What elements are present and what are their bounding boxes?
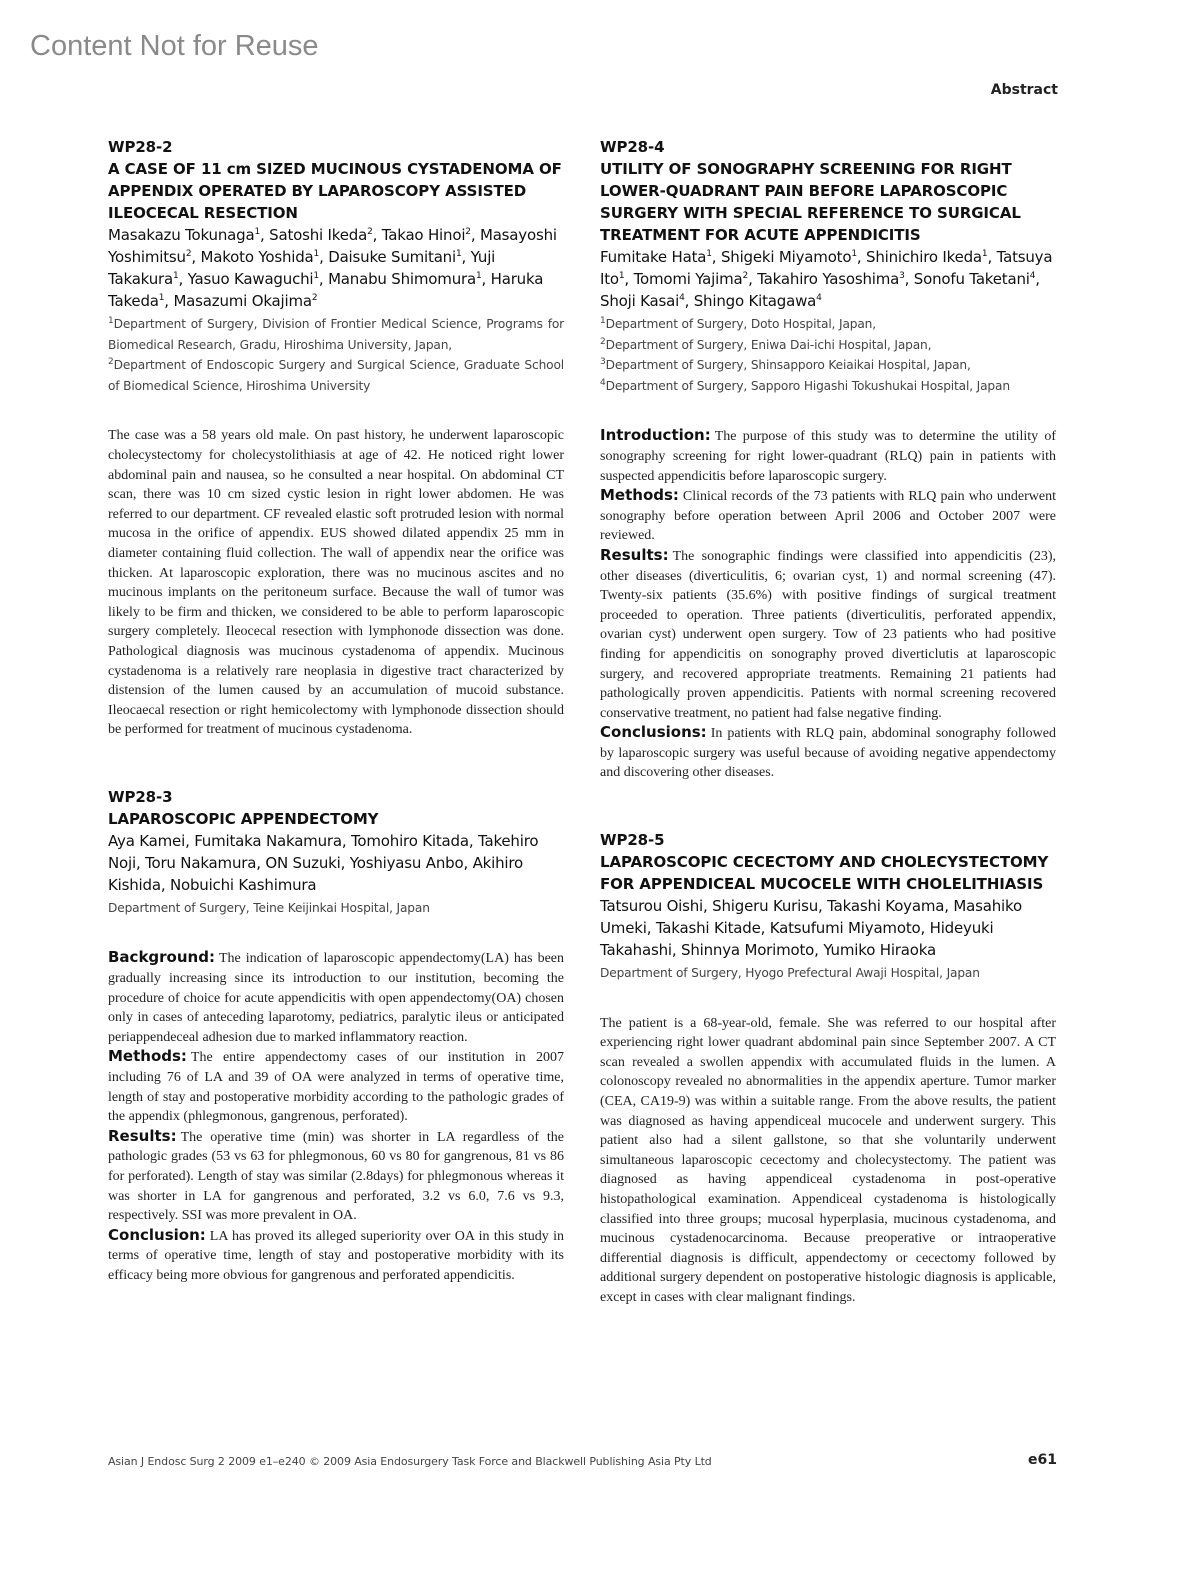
author-name: Aya Kamei bbox=[108, 831, 186, 850]
author-name: Daisuke Sumitani bbox=[328, 248, 456, 266]
author-affiliation-mark: 2 bbox=[742, 271, 749, 281]
author-name: Masayoshi Yoshimitsu bbox=[108, 226, 557, 266]
paragraph-text: The case was a 58 years old male. On past history, he underwent laparoscopic cholecystectomy for cholecystolithiasis at age of 42. He noticed right lower abdominal pain and nausea, so he consulted a near hospital. On abdominal CT scan, there was 10 cm sized cystic lesion in right lower abdomen. He was referred to our department. CF revealed elastic soft protruded lesion with normal mucosa in the orifice of appendix. EUS showed dilated appendix 25 mm in diameter containing fluid collection. The wall of appendix near the orifice was thicken. At laparoscopic exploration, there was no mucinous ascites and no mucinous implants on the peritoneum surface. Because the wall of tumor was likely to be firm and thicken, we considered to be able to perform laparoscopic surgery completely. Ileocecal resection with lymphonode dissection was done. Pathological diagnosis was mucinous cystadenoma of appendix. Mucinous cystadenoma is a relatively rare neoplasia in digestive tract characterized by distension of the lumen caused by an accumulation of mucoid substance. Ileocaecal resection or right hemicolectomy with lymphonode dissection should be performed for treatment of mucinous cystadenoma. bbox=[108, 428, 564, 738]
body-paragraph bbox=[108, 1047, 564, 1126]
affiliation bbox=[600, 314, 1056, 335]
affiliation bbox=[108, 898, 564, 919]
paragraph-text: The operative time (min) was shorter in LA regardless of the pathologic grades (53 vs 63 for phlegmonous, 60 vs 80 for gangrenous, 81 vs 86 for perforated). Length of stay was similar (2.8days) for phlegmonous whereas it was shorter in LA for gangrenous and perforated, 3.2 vs 6.0, 7.6 vs 9.3, respectively. SSI was more prevalent in OA. bbox=[108, 1129, 564, 1224]
body-paragraph bbox=[108, 1226, 564, 1286]
author-name: Satoshi Ikeda bbox=[269, 226, 368, 244]
abstract-block bbox=[108, 136, 564, 740]
author-name: Takashi Koyama bbox=[827, 897, 945, 916]
affiliation-text: Department of Endoscopic Surgery and Surgical Science, Graduate School of Biomedical Science, Hiroshima University bbox=[108, 358, 564, 393]
author-name: Fumitake Hata bbox=[600, 248, 707, 266]
author-name: Katsufumi Miyamoto bbox=[769, 919, 921, 938]
author-affiliation-mark: 1 bbox=[158, 293, 165, 303]
affiliation-text: Department of Surgery, Division of Frontier Medical Science, Programs for Biomedical Research, Gradu, Hiroshima University, Japan, bbox=[108, 317, 564, 352]
affiliation-list bbox=[108, 314, 564, 396]
paragraph-text: In patients with RLQ pain, abdominal sonography followed by laparoscopic surgery was useful because of avoiding negative appendectomy and discovering other diseases. bbox=[600, 726, 1056, 781]
author-affiliation-mark: 3 bbox=[899, 271, 905, 281]
section-heading: Methods: bbox=[108, 1047, 187, 1066]
body-paragraph bbox=[600, 486, 1056, 546]
author-affiliation-mark: 1 bbox=[475, 271, 482, 281]
author-name: Shigeki Miyamoto bbox=[720, 248, 852, 266]
affiliation-list bbox=[600, 963, 1056, 984]
abstract-body bbox=[600, 426, 1056, 783]
footer-citation: Asian J Endosc Surg 2 2009 e1–e240 © 2009 Asia Endosurgery Task Force and Blackwell Publishing Asia Pty Ltd bbox=[108, 1455, 712, 1468]
author-affiliation-mark: 1 bbox=[172, 271, 179, 281]
affiliation-text: Department of Surgery, Sapporo Higashi Tokushukai Hospital, Japan bbox=[605, 378, 1010, 393]
author-affiliation-mark: 2 bbox=[367, 227, 373, 237]
abstract-title: LAPAROSCOPIC APPENDECTOMY bbox=[108, 809, 379, 828]
affiliation-mark: 3 bbox=[600, 357, 606, 368]
author-name: Yuji Takakura bbox=[108, 248, 496, 288]
affiliation bbox=[108, 314, 564, 355]
section-heading: Conclusion: bbox=[108, 1225, 206, 1244]
abstract-id: WP28-3 bbox=[108, 787, 173, 806]
affiliation-mark: 1 bbox=[108, 315, 114, 326]
author-name: Makoto Yoshida bbox=[200, 248, 314, 266]
author-list: Masakazu Tokunaga$^1$, Satoshi Ikeda$^2$, Takao Hinoi$^2$, Masayoshi Yoshimitsu$^2$, Makoto Yoshida$^1$, Daisuke Sumitani$^1$, Yuji Takakura$^1$, Yasuo Kawaguchi$^1$, Manabu Shimomura$^1$, Haruka Takeda$^1$, Masazumi Okajima$^2$ bbox=[108, 226, 557, 310]
abstract-id: WP28-5 bbox=[600, 831, 665, 850]
affiliation-text: Department of Surgery, Eniwa Dai-ichi Hospital, Japan, bbox=[605, 337, 932, 352]
paragraph-text: The indication of laparoscopic appendectomy(LA) has been gradually increasing since its introduction to our institution, becoming the procedure of choice for acute appendicitis with open appendectomy(OA) chosen only in cases of anteceding laparotomy, pediatrics, paralytic ileus or anticipated periappendeceal adhesion due to marked inflammatory reaction. bbox=[108, 951, 564, 1045]
author-affiliation-mark: 1 bbox=[618, 271, 625, 281]
author-name: Tomomi Yajima bbox=[633, 270, 743, 288]
section-heading: Methods: bbox=[600, 486, 679, 505]
author-name: Toru Nakamura bbox=[145, 853, 257, 872]
page-number: e61 bbox=[1028, 1452, 1057, 1468]
author-name: Fumitaka Nakamura bbox=[194, 831, 342, 850]
affiliation bbox=[600, 376, 1056, 397]
author-name: Haruka Takeda bbox=[108, 270, 544, 310]
paragraph-text: Clinical records of the 73 patients with RLQ pain who underwent sonography before operation between April 2006 and October 2007 were reviewed. bbox=[600, 489, 1056, 544]
body-paragraph bbox=[600, 546, 1056, 723]
affiliation-list bbox=[600, 314, 1056, 396]
abstract-title: A CASE OF 11 cm SIZED MUCINOUS CYSTADENOMA OF APPENDIX OPERATED BY LAPAROSCOPY ASSISTED ILEOCECAL RESECTION bbox=[108, 160, 562, 222]
author-name: Shinnya Morimoto bbox=[681, 941, 815, 960]
section-heading: Results: bbox=[600, 545, 669, 564]
left-column bbox=[108, 136, 564, 1332]
affiliation-mark: 2 bbox=[108, 357, 114, 368]
author-name: Shinichiro Ikeda bbox=[866, 248, 982, 266]
affiliation-text: Department of Surgery, Hyogo Prefectural Awaji Hospital, Japan bbox=[600, 966, 980, 981]
author-name: Yoshiyasu Anbo bbox=[349, 853, 464, 872]
abstract-block bbox=[600, 829, 1056, 1308]
body-paragraph bbox=[600, 723, 1056, 783]
abstract-id: WP28-2 bbox=[108, 138, 173, 156]
author-affiliation-mark: 1 bbox=[254, 227, 260, 237]
author-name: Shigeru Kurisu bbox=[712, 897, 819, 916]
abstract-title: UTILITY OF SONOGRAPHY SCREENING FOR RIGHT LOWER-QUADRANT PAIN BEFORE LAPAROSCOPIC SURGERY WITH SPECIAL REFERENCE TO SURGICAL TREATMENT FOR ACUTE APPENDICITIS bbox=[600, 160, 1021, 244]
author-affiliation-mark: 4 bbox=[816, 293, 822, 303]
author-name: Sonofu Taketani bbox=[913, 270, 1030, 288]
author-name: Yumiko Hiraoka bbox=[823, 941, 936, 960]
author-affiliation-mark: 2 bbox=[311, 293, 318, 303]
author-list: Aya Kamei, Fumitaka Nakamura, Tomohiro Kitada, Takehiro Noji, Toru Nakamura, ON Suzuki, Yoshiyasu Anbo, Akihiro Kishida, Nobuichi Kashimura bbox=[108, 831, 539, 894]
author-affiliation-mark: 1 bbox=[981, 249, 988, 259]
body-paragraph bbox=[600, 426, 1056, 486]
author-name: Takashi Kitade bbox=[655, 919, 761, 938]
section-heading: Introduction: bbox=[600, 426, 711, 445]
author-name: Yasuo Kawaguchi bbox=[187, 270, 314, 288]
body-paragraph bbox=[600, 1014, 1056, 1308]
abstract-body bbox=[600, 1014, 1056, 1308]
affiliation-text: Department of Surgery, Doto Hospital, Japan, bbox=[605, 317, 876, 331]
author-affiliation-mark: 2 bbox=[465, 227, 471, 237]
body-paragraph bbox=[108, 426, 564, 740]
paragraph-text: The patient is a 68-year-old, female. She was referred to our hospital after experiencing right lower quadrant abdominal pain since September 2007. A CT scan revealed a swollen appendix with accumulated fluids in the lumen. A colonoscopy revealed no abnormalities in the appendix aperture. Tumor marker (CEA, CA19-9) was within a suitable range. From the above results, the patient was diagnosed as having appendiceal mucocele and underwent surgery. This patient also had a silent gallstone, so that she voluntarily underwent simultaneous laparoscopic cecectomy and cholecystectomy. The patient was diagnosed as having appendiceal cystadenoma in post-operative histopathological examination. Appendiceal cystadenoma is histologically classified into three groups; mucosal hyperplasia, mucinous cystadenoma, and mucinous cystadenocarcinoma. Because preoperative or intraoperative differential diagnosis is difficult, appendectomy or cecectomy followed by additional surgery dependent on postoperative histologic diagnosis is applicable, except in cases with clear malignant findings. bbox=[600, 1015, 1056, 1305]
author-name: Takao Hinoi bbox=[381, 226, 466, 244]
abstract-block bbox=[108, 786, 564, 1286]
author-affiliation-mark: 2 bbox=[185, 249, 192, 259]
author-affiliation-mark: 4 bbox=[1029, 271, 1036, 281]
body-paragraph bbox=[108, 948, 564, 1047]
section-heading: Background: bbox=[108, 948, 215, 967]
author-name: Masakazu Tokunaga bbox=[108, 226, 255, 244]
affiliation-text: Department of Surgery, Teine Keijinkai Hospital, Japan bbox=[108, 900, 430, 915]
author-affiliation-mark: 1 bbox=[313, 271, 319, 281]
affiliation-list bbox=[108, 898, 564, 919]
author-affiliation-mark: 4 bbox=[679, 293, 685, 303]
body-paragraph bbox=[108, 1127, 564, 1226]
section-heading: Results: bbox=[108, 1126, 177, 1145]
right-column bbox=[600, 136, 1056, 1354]
paragraph-text: The purpose of this study was to determine the utility of sonography screening for right lower-quadrant (RLQ) pain in patients with suspected appendicitis before laparoscopic surgery. bbox=[600, 429, 1056, 484]
paragraph-text: The sonographic findings were classified into appendicitis (23), other diseases (diverticulitis, 6; ovarian cyst, 1) and normal screening (47). Twenty-six patients (35.6%) with positive findings of surgical treatment proceeded to operation. Three patients (diverticulitis, perforated appendix, ovarian cyst) underwent open surgery. Tow of 23 patients who had positive finding for appendicitis on sonography proved diverticlutis at laparoscopic surgery, and recovered appropriate treatments. Remaining 21 patients had pathologically proven appendicitis. Patients with normal screening recovered conservative treatment, no patient had false negative finding. bbox=[600, 548, 1056, 721]
author-affiliation-mark: 1 bbox=[706, 249, 712, 259]
author-name: Shingo Kitagawa bbox=[693, 292, 817, 310]
author-affiliation-mark: 1 bbox=[313, 249, 320, 259]
author-name: Akihiro Kishida bbox=[108, 853, 523, 894]
author-name: Manabu Shimomura bbox=[328, 270, 476, 288]
section-heading: Conclusions: bbox=[600, 723, 707, 742]
author-name: Hideyuki Takahashi bbox=[600, 919, 994, 960]
watermark: Content Not for Reuse bbox=[30, 30, 319, 62]
affiliation bbox=[600, 355, 1056, 376]
author-affiliation-mark: 1 bbox=[455, 249, 462, 259]
paragraph-text: LA has proved its alleged superiority over OA in this study in terms of operative time, length of stay and postoperative morbidity with its efficacy being more obvious for gangrenous and perforated appendicitis. bbox=[108, 1228, 564, 1283]
author-name: Nobuichi Kashimura bbox=[169, 875, 317, 894]
affiliation-mark: 4 bbox=[600, 377, 606, 388]
abstract-title: LAPAROSCOPIC CECECTOMY AND CHOLECYSTECTOMY FOR APPENDICEAL MUCOCELE WITH CHOLELITHIASIS bbox=[600, 853, 1049, 894]
abstract-body bbox=[108, 948, 564, 1285]
author-name: Tatsurou Oishi bbox=[600, 897, 704, 916]
author-name: Tatsuya Ito bbox=[600, 248, 1053, 288]
author-list: Tatsurou Oishi, Shigeru Kurisu, Takashi Koyama, Masahiko Umeki, Takashi Kitade, Katsufumi Miyamoto, Hideyuki Takahashi, Shinnya Morimoto, Yumiko Hiraoka bbox=[600, 897, 1022, 960]
affiliation-text: Department of Surgery, Shinsapporo Keiaikai Hospital, Japan, bbox=[605, 358, 971, 373]
affiliation bbox=[108, 355, 564, 396]
abstract-block bbox=[600, 136, 1056, 783]
running-head: Abstract bbox=[990, 82, 1058, 98]
author-name: Takehiro Noji bbox=[108, 831, 539, 872]
author-list: Fumitake Hata$^1$, Shigeki Miyamoto$^1$, Shinichiro Ikeda$^1$, Tatsuya Ito$^1$, Tomomi Yajima$^2$, Takahiro Yasoshima$^3$, Sonofu Taketani$^4$, Shoji Kasai$^4$, Shingo Kitagawa$^4$ bbox=[600, 248, 1053, 310]
author-name: ON Suzuki bbox=[265, 853, 341, 872]
abstract-id: WP28-4 bbox=[600, 138, 665, 156]
author-name: Takahiro Yasoshima bbox=[757, 270, 900, 288]
author-name: Shoji Kasai bbox=[600, 292, 680, 310]
affiliation bbox=[600, 963, 1056, 984]
paragraph-text: The entire appendectomy cases of our institution in 2007 including 76 of LA and 39 of OA were analyzed in terms of operative time, length of stay and postoperative morbidity according to the pathologic grades of the appendix (phlegmonous, gangrenous, perforated). bbox=[108, 1050, 564, 1125]
affiliation-mark: 2 bbox=[600, 336, 606, 347]
affiliation-mark: 1 bbox=[600, 315, 606, 326]
affiliation bbox=[600, 335, 1056, 356]
author-name: Tomohiro Kitada bbox=[351, 831, 469, 850]
abstract-body bbox=[108, 426, 564, 740]
author-name: Masazumi Okajima bbox=[173, 292, 312, 310]
author-name: Masahiko Umeki bbox=[600, 897, 1022, 938]
author-affiliation-mark: 1 bbox=[851, 249, 857, 259]
